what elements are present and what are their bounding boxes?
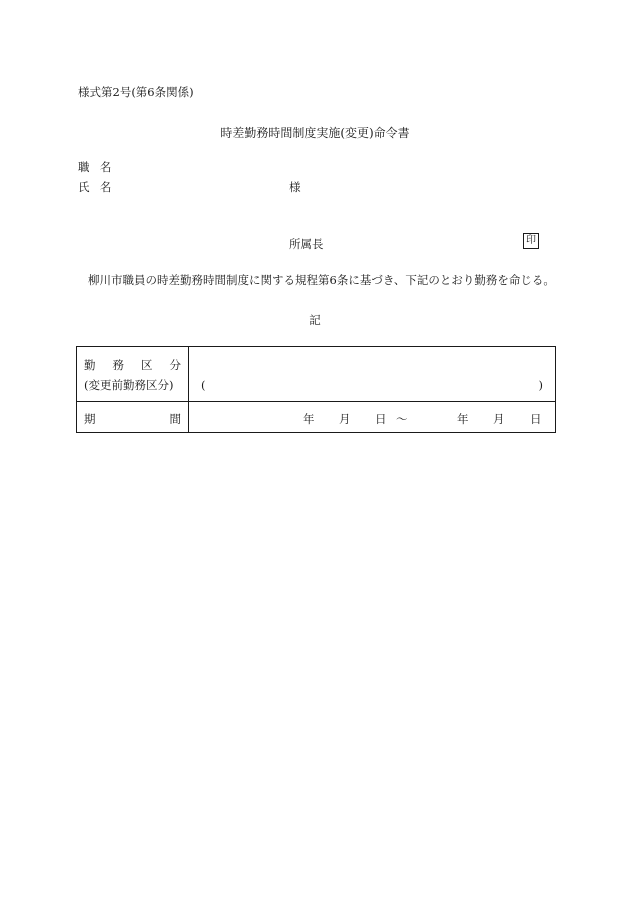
body-text: 柳川市職員の時差勤務時間制度に関する規程第6条に基づき、下記のとおり勤務を命じる。 bbox=[88, 273, 555, 287]
work-class-label bbox=[84, 357, 181, 373]
period-row bbox=[77, 402, 556, 433]
period-label-cell bbox=[77, 402, 189, 433]
form-number: 様式第2号(第6条関係) bbox=[78, 85, 194, 99]
start-year-label: 年 bbox=[303, 412, 315, 426]
document-title: 時差勤務時間制度実施(変更)命令書 bbox=[220, 126, 410, 140]
work-class-row bbox=[77, 347, 556, 402]
period-char-2: 間 bbox=[169, 412, 181, 426]
department-head-label: 所属長 bbox=[289, 237, 324, 251]
seal-mark: 印 bbox=[523, 233, 539, 249]
name-label-char-1: 氏 bbox=[78, 180, 100, 194]
work-class-char-1: 勤 bbox=[84, 358, 96, 372]
work-class-char-3: 区 bbox=[141, 358, 153, 372]
tilde-separator: ～ bbox=[396, 412, 408, 426]
position-label bbox=[78, 159, 111, 175]
start-month-label: 月 bbox=[339, 412, 351, 426]
end-day-label: 日 bbox=[530, 412, 542, 426]
period-value-cell bbox=[189, 402, 556, 433]
start-day-label: 日 bbox=[375, 412, 387, 426]
previous-work-class-label: (変更前勤務区分) bbox=[84, 378, 174, 392]
work-class-label-cell bbox=[77, 347, 189, 402]
honorific: 様 bbox=[289, 180, 301, 194]
work-class-char-2: 務 bbox=[112, 358, 124, 372]
work-class-value-cell bbox=[189, 347, 556, 402]
end-year-label: 年 bbox=[457, 412, 469, 426]
end-month-label: 月 bbox=[493, 412, 505, 426]
name-label-char-2: 名 bbox=[99, 180, 112, 194]
period-char-1: 期 bbox=[84, 412, 96, 426]
work-table bbox=[76, 346, 556, 433]
ki-heading: 記 bbox=[309, 313, 321, 327]
paren-open: ( bbox=[201, 378, 206, 392]
position-label-char-2: 名 bbox=[99, 160, 112, 174]
name-label bbox=[78, 179, 111, 195]
paren-close: ) bbox=[538, 378, 543, 392]
period-label bbox=[84, 411, 181, 427]
work-class-char-4: 分 bbox=[169, 358, 181, 372]
position-label-char-1: 職 bbox=[78, 160, 100, 174]
